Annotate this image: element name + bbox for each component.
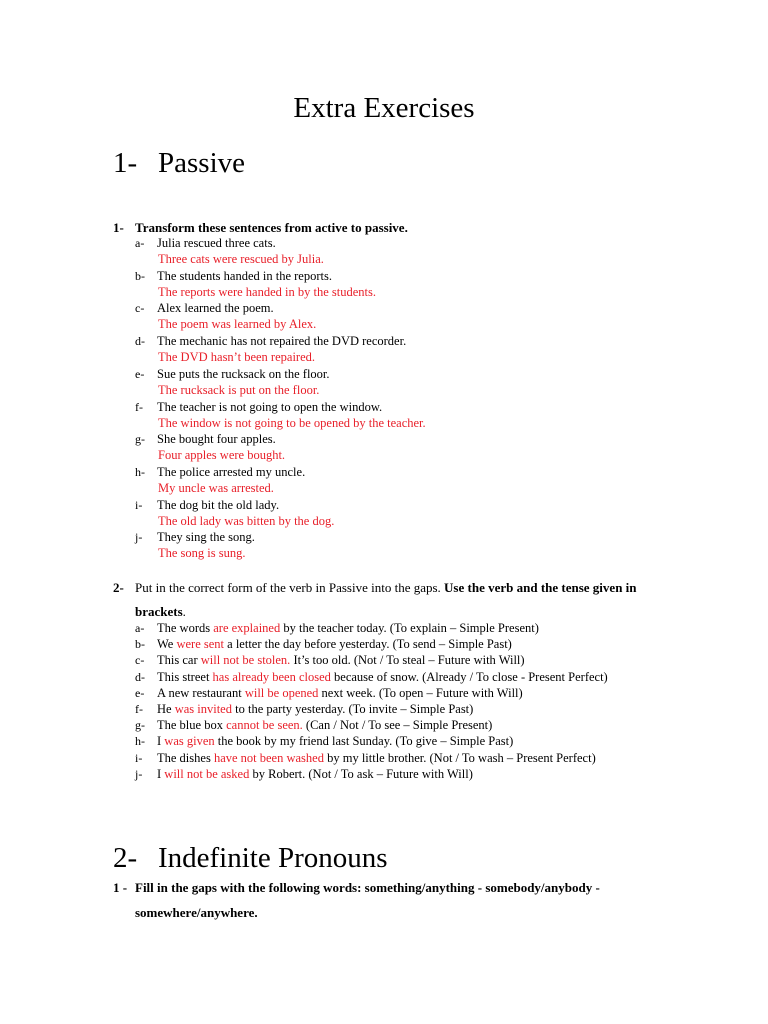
- passive-answer: The window is not going to be opened by the teacher.: [158, 415, 426, 430]
- gap-answer: has already been closed: [212, 669, 331, 684]
- sentence-end: by the teacher today. (To explain – Simple Present): [280, 621, 539, 635]
- gap-answer: are explained: [213, 621, 281, 635]
- item-letter: j-: [135, 766, 143, 781]
- exercise-2-instruction-cont: [135, 604, 186, 620]
- active-sentence: The dog bit the old lady.: [157, 497, 280, 512]
- exercise-instruction-bold: brackets: [135, 604, 183, 619]
- item-letter: f-: [135, 399, 143, 414]
- item-letter: j-: [135, 530, 143, 545]
- sentence-end: the book by my friend last Sunday. (To give – Simple Past): [214, 734, 514, 749]
- active-sentence: Julia rescued three cats.: [157, 236, 276, 250]
- item-letter: e-: [135, 685, 145, 700]
- item-letter: i-: [135, 497, 143, 512]
- sentence-start: I: [157, 766, 165, 781]
- item-letter: a-: [135, 621, 145, 635]
- gap-answer: will not be asked: [164, 766, 250, 781]
- page-title: Extra Exercises: [293, 92, 475, 124]
- passive-answer: Three cats were rescued by Julia.: [158, 252, 324, 266]
- gap-sentence: [157, 670, 608, 685]
- exercise-instruction-end: .: [182, 604, 186, 619]
- sentence-start: The dishes: [157, 750, 214, 765]
- exercise-number: 1-: [113, 220, 124, 235]
- active-sentence: The police arrested my uncle.: [157, 464, 306, 479]
- section-label: Passive: [158, 147, 245, 179]
- sentence-start: He: [157, 702, 175, 716]
- exercise-instruction-text: Fill in the gaps with the following words: something/anything - somebody/anybody -: [135, 880, 600, 895]
- item-letter: d-: [135, 669, 145, 684]
- gap-sentence: [157, 686, 523, 701]
- section-heading-indefinite-pronouns: [113, 842, 388, 875]
- sentence-end: a letter the day before yesterday. (To send – Simple Past): [224, 637, 512, 652]
- sentence-start: This car: [157, 653, 201, 668]
- sentence-start: We: [157, 637, 177, 652]
- active-sentence: She bought four apples.: [157, 432, 276, 447]
- gap-sentence: [157, 751, 596, 766]
- gap-answer: were sent: [176, 637, 225, 652]
- item-letter: e-: [135, 366, 145, 381]
- sentence-end: It’s too old. (Not / To steal – Future with Will): [290, 653, 525, 668]
- exercise-3-instruction: [113, 880, 600, 896]
- item-letter: d-: [135, 334, 145, 349]
- section-label: Indefinite Pronouns: [158, 842, 388, 874]
- active-sentence: They sing the song.: [157, 530, 255, 545]
- gap-answer: was given: [164, 734, 215, 749]
- sentence-start: I: [157, 734, 165, 749]
- sentence-start: The blue box: [157, 718, 227, 733]
- gap-answer: was invited: [174, 702, 232, 716]
- exercise-1-instruction: [113, 220, 408, 236]
- exercise-instruction-bold: Use the verb and the tense given in: [444, 580, 637, 595]
- item-letter: g-: [135, 432, 145, 447]
- item-letter: f-: [135, 702, 143, 716]
- exercise-instruction-text: Put in the correct form of the verb in Passive into the gaps.: [135, 580, 445, 595]
- gap-sentence: [157, 767, 473, 782]
- passive-answer: The poem was learned by Alex.: [158, 317, 317, 332]
- passive-answer: The reports were handed in by the students.: [158, 284, 376, 299]
- item-letter: a-: [135, 236, 145, 250]
- exercise-instruction-text: Transform these sentences from active to passive.: [135, 220, 408, 235]
- exercise-2-instruction: [113, 580, 637, 596]
- item-letter: g-: [135, 718, 145, 733]
- passive-answer: The DVD hasn’t been repaired.: [158, 350, 316, 365]
- active-sentence: Sue puts the rucksack on the floor.: [157, 366, 330, 381]
- sentence-start: The words: [157, 621, 214, 635]
- active-sentence: The students handed in the reports.: [157, 268, 332, 283]
- sentence-end: next week. (To open – Future with Will): [318, 685, 523, 700]
- sentence-end: by my little brother. (Not / To wash – Present Perfect): [323, 750, 596, 765]
- active-sentence: The mechanic has not repaired the DVD recorder.: [157, 334, 407, 349]
- gap-answer: will be opened: [244, 685, 319, 700]
- gap-answer: will not be stolen.: [200, 653, 291, 668]
- item-letter: c-: [135, 653, 145, 668]
- passive-answer: The song is sung.: [158, 546, 246, 561]
- section-heading-passive: [113, 147, 245, 180]
- item-letter: h-: [135, 464, 145, 479]
- item-letter: b-: [135, 637, 145, 652]
- sentence-end: by Robert. (Not / To ask – Future with Will): [249, 766, 473, 781]
- sentence-end: to the party yesterday. (To invite – Simple Past): [232, 702, 474, 716]
- gap-sentence: [157, 621, 539, 636]
- section-number: 2-: [113, 842, 138, 874]
- item-letter: i-: [135, 750, 143, 765]
- passive-answer: The rucksack is put on the floor.: [158, 382, 320, 397]
- section-number: 1-: [113, 147, 138, 179]
- active-sentence: The teacher is not going to open the window.: [157, 399, 383, 414]
- passive-answer: Four apples were bought.: [158, 448, 286, 463]
- exercise-number: 1 -: [113, 880, 128, 895]
- sentence-end: (Can / Not / To see – Simple Present): [302, 718, 493, 733]
- item-letter: c-: [135, 301, 145, 316]
- gap-sentence: [157, 718, 492, 733]
- sentence-start: This street: [157, 669, 213, 684]
- item-letter: b-: [135, 268, 145, 283]
- gap-answer: have not been washed: [213, 750, 324, 765]
- item-letter: h-: [135, 734, 145, 749]
- exercise-number: 2-: [113, 580, 124, 595]
- passive-answer: The old lady was bitten by the dog.: [158, 513, 335, 528]
- gap-sentence: [157, 637, 512, 652]
- active-sentence: Alex learned the poem.: [157, 301, 274, 316]
- sentence-end: because of snow. (Already / To close - Present Perfect): [330, 669, 608, 684]
- exercise-3-instruction-cont: somewhere/anywhere.: [135, 905, 258, 920]
- passive-answer: My uncle was arrested.: [158, 480, 274, 495]
- gap-sentence: [157, 702, 473, 717]
- gap-answer: cannot be seen.: [226, 718, 303, 733]
- gap-sentence: [157, 653, 525, 668]
- gap-sentence: [157, 734, 513, 749]
- sentence-start: A new restaurant: [157, 685, 245, 700]
